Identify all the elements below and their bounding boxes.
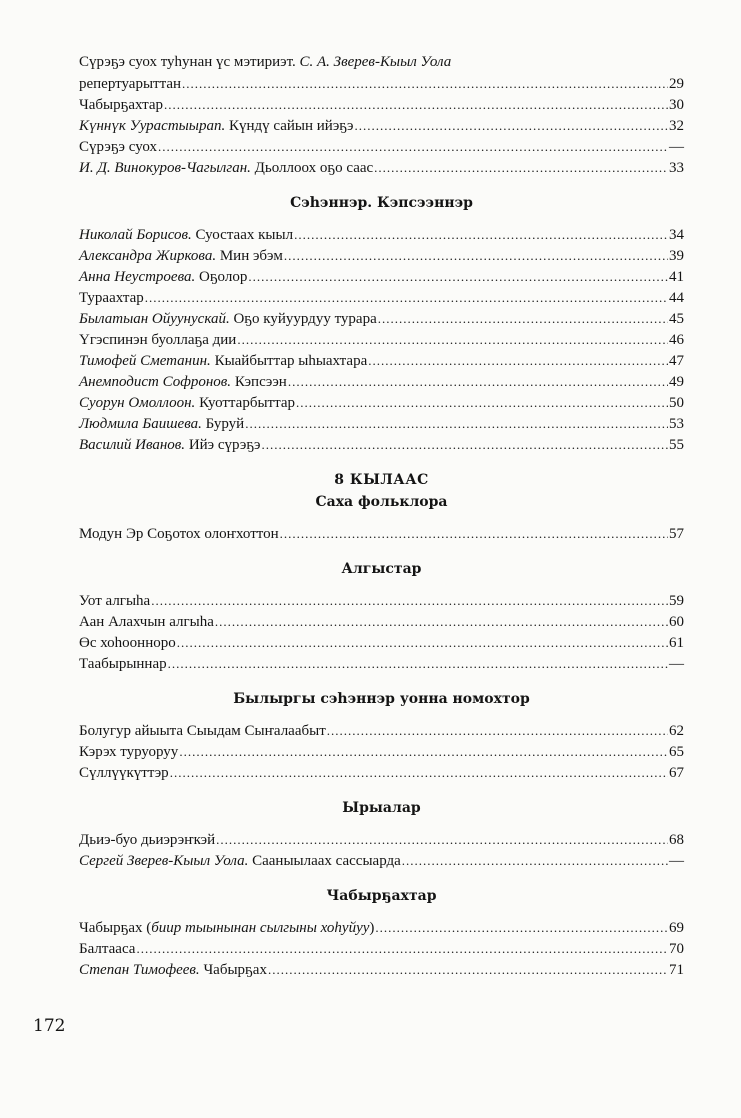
entry-page: 57	[669, 526, 684, 542]
entry-page: 67	[669, 765, 684, 781]
toc-entry	[79, 245, 684, 266]
entry-title: репертуарыттан	[79, 76, 182, 92]
entry-page: 61	[669, 635, 684, 651]
entry-title-text: Чабырҕах (	[79, 920, 152, 936]
entry-title-text: Куоттарбыттар	[199, 395, 295, 411]
dot-leader	[288, 371, 668, 392]
entry-title	[79, 372, 287, 393]
toc-entry	[79, 287, 684, 308]
toc-entry	[79, 73, 684, 94]
toc-entry	[79, 959, 684, 980]
dot-leader	[374, 157, 668, 178]
entry-title-text: Оҕолор	[199, 269, 248, 285]
entry-title: Кэрэх туруоруу	[79, 744, 179, 760]
entry-title: Сүрэҕэ суох туһунан үс мэтириэт.	[79, 54, 296, 70]
entry-title	[79, 309, 377, 330]
entry-title	[79, 435, 261, 456]
entry-page: 46	[669, 332, 684, 348]
toc-entry	[79, 523, 684, 544]
entry-title-text: Суостаах кыыл	[195, 227, 294, 243]
entry-title-end: )	[369, 920, 375, 936]
entry-title: Чабырҕахтар	[79, 97, 164, 113]
toc-entry	[79, 371, 684, 392]
grade-heading: 8 КЫЛААС	[334, 472, 429, 488]
entry-author: Анемподист Софронов.	[79, 374, 232, 390]
entry-page: 70	[669, 941, 684, 957]
toc-entry	[79, 136, 684, 157]
entry-title-text: Кыайбыттар ыһыахтара	[214, 353, 368, 369]
entry-page: 34	[669, 227, 684, 243]
entry-title	[79, 414, 244, 435]
entry-author: Василий Иванов.	[79, 437, 186, 453]
entry-page: 45	[669, 311, 684, 327]
dot-leader	[262, 434, 669, 455]
entry-author: Сергей Зверев-Кыыл Уола.	[79, 853, 249, 869]
entry-title-text: Оҕо куйуурдуу турара	[233, 311, 377, 327]
entry-title	[79, 851, 401, 872]
dot-leader	[179, 741, 668, 762]
toc-entry	[79, 741, 684, 762]
toc-entry	[79, 224, 684, 245]
entry-page: 59	[669, 593, 684, 609]
table-of-contents	[79, 52, 684, 980]
dot-leader	[136, 938, 668, 959]
entry-page: —	[669, 853, 684, 869]
dot-leader	[245, 413, 668, 434]
toc-entry	[79, 157, 684, 178]
toc-entry	[79, 590, 684, 611]
dot-leader	[151, 590, 668, 611]
section-heading: Чабырҕахтар	[326, 888, 437, 904]
entry-title: Дьиэ-буо дьиэрэҥкэй	[79, 832, 216, 848]
entry-title-text: Ийэ сүрэҕэ	[188, 437, 261, 453]
entry-title: Өс хоһоонноро	[79, 635, 176, 651]
toc-entry	[79, 632, 684, 653]
entry-title: Сүллүүкүттэр	[79, 765, 169, 781]
dot-leader	[177, 632, 668, 653]
entry-page: 68	[669, 832, 684, 848]
dot-leader	[375, 917, 668, 938]
entry-page: 69	[669, 920, 684, 936]
toc-entry	[79, 762, 684, 783]
dot-leader	[327, 720, 668, 741]
entry-title	[79, 918, 374, 939]
entry-title	[79, 158, 373, 179]
toc-entry	[79, 52, 684, 73]
dot-leader	[170, 762, 668, 783]
dot-leader	[248, 266, 668, 287]
entry-title: Модун Эр Соҕотох олоҥхоттон	[79, 526, 279, 542]
section-heading: Былыргы сэһэннэр уонна номохтор	[233, 691, 530, 707]
dot-leader	[145, 287, 668, 308]
entry-page: 60	[669, 614, 684, 630]
dot-leader	[354, 115, 668, 136]
entry-title	[79, 351, 367, 372]
entry-title	[79, 246, 283, 267]
entry-page: 65	[669, 744, 684, 760]
entry-title-text: Сааныылаах сассыарда	[252, 853, 401, 869]
toc-entry	[79, 434, 684, 455]
dot-leader	[168, 653, 668, 674]
entry-page: 44	[669, 290, 684, 306]
dot-leader	[296, 392, 668, 413]
entry-page: —	[669, 656, 684, 672]
toc-entry	[79, 266, 684, 287]
entry-title: Үгэспинэн буоллаҕа дии	[79, 332, 237, 348]
dot-leader	[164, 94, 668, 115]
entry-page: 49	[669, 374, 684, 390]
section-heading: Сэһэннэр. Кэпсээннэр	[290, 195, 473, 211]
toc-entry	[79, 829, 684, 850]
entry-page: 29	[669, 76, 684, 92]
dot-leader	[182, 73, 668, 94]
entry-title-text: Буруй	[205, 416, 245, 432]
dot-leader	[284, 245, 668, 266]
entry-title: Уот алгыһа	[79, 593, 151, 609]
entry-page: 55	[669, 437, 684, 453]
toc-entry	[79, 115, 684, 136]
dot-leader	[215, 611, 668, 632]
entry-page: 50	[669, 395, 684, 411]
entry-title: Болугур айыыта Сыыдам Сыҥалаабыт	[79, 723, 326, 739]
entry-author: Тимофей Сметанин.	[79, 353, 211, 369]
entry-title	[79, 267, 247, 288]
toc-entry	[79, 611, 684, 632]
toc-entry	[79, 413, 684, 434]
toc-entry	[79, 917, 684, 938]
entry-title-italic: биир тыынынан сылгыны хоһуйуу	[151, 920, 370, 936]
entry-author: Күннүк Уурастыырап.	[79, 118, 226, 134]
entry-title-text: Дьоллоох оҕо саас	[254, 160, 374, 176]
entry-title	[79, 393, 295, 414]
dot-leader	[378, 308, 668, 329]
section-heading: Алгыстар	[341, 561, 422, 577]
entry-title: Тураахтар	[79, 290, 144, 306]
entry-author: С. А. Зверев-Кыыл Уола	[299, 54, 452, 70]
page-number: 172	[33, 1016, 66, 1036]
entry-author: Степан Тимофеев.	[79, 962, 200, 978]
entry-author: Николай Борисов.	[79, 227, 192, 243]
entry-title: Сүрэҕэ суох	[79, 139, 157, 155]
toc-entry	[79, 392, 684, 413]
entry-page: 71	[669, 962, 684, 978]
entry-page: 39	[669, 248, 684, 264]
entry-page: 53	[669, 416, 684, 432]
dot-leader	[368, 350, 668, 371]
entry-title	[79, 116, 353, 137]
entry-author: Суорун Омоллоон.	[79, 395, 196, 411]
entry-author: Людмила Баишева.	[79, 416, 202, 432]
dot-leader	[402, 850, 668, 871]
entry-page: 32	[669, 118, 684, 134]
toc-entry	[79, 720, 684, 741]
entry-page: 47	[669, 353, 684, 369]
toc-entry	[79, 350, 684, 371]
entry-page: 30	[669, 97, 684, 113]
dot-leader	[158, 136, 668, 157]
entry-author: И. Д. Винокуров-Чагылган.	[79, 160, 251, 176]
entry-page: 62	[669, 723, 684, 739]
entry-title: Таабырыннар	[79, 656, 167, 672]
entry-title-text: Кэпсээн	[234, 374, 287, 390]
toc-entry	[79, 94, 684, 115]
entry-page: 33	[669, 160, 684, 176]
entry-title: Балтааса	[79, 941, 136, 957]
dot-leader	[268, 959, 668, 980]
dot-leader	[280, 523, 668, 544]
entry-author: Александра Жиркова.	[79, 248, 217, 264]
entry-title	[79, 225, 293, 246]
entry-author: Анна Неустроева.	[79, 269, 196, 285]
entry-title-text: Чабырҕах	[203, 962, 267, 978]
entry-author: Былатыан Ойуунускай.	[79, 311, 230, 327]
entry-title	[79, 960, 267, 981]
dot-leader	[216, 829, 668, 850]
section-heading: Саха фольклора	[315, 494, 448, 510]
dot-leader	[294, 224, 668, 245]
dot-leader	[237, 329, 668, 350]
toc-entry	[79, 653, 684, 674]
toc-entry	[79, 308, 684, 329]
section-heading: Ырыалар	[342, 800, 421, 816]
entry-title-text: Күндү сайын ийэҕэ	[228, 118, 354, 134]
entry-page: —	[669, 139, 684, 155]
entry-title: Аан Алахчын алгыһа	[79, 614, 214, 630]
entry-page: 41	[669, 269, 684, 285]
toc-entry	[79, 850, 684, 871]
entry-title-text: Мин эбэм	[219, 248, 283, 264]
toc-entry	[79, 938, 684, 959]
toc-entry	[79, 329, 684, 350]
